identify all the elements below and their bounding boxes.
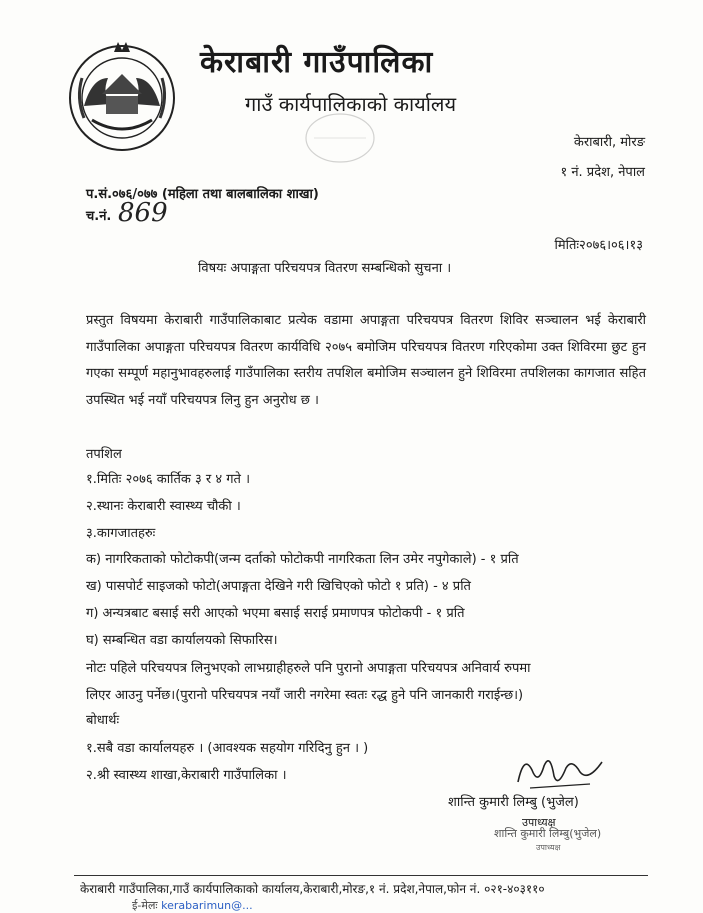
office-name: गाउँ कार्यपालिकाको कार्यालय <box>245 92 457 116</box>
org-name: केराबारी गाउँपालिका <box>200 45 434 80</box>
signer-title: उपाध्यक्ष <box>522 816 556 829</box>
footer-contact: केराबारी गाउँपालिका,गाउँ कार्यपालिकाको कार्यालय,केराबारी,मोरङ,१ नं. प्रदेश,नेपाल,फोन नं. ०२१-४०३११० <box>80 882 545 896</box>
doc-item: क) नागरिकताको फोटोकपी(जन्म दर्ताको फोटोकपी नागरिकता लिन उमेर नपुगेकाले) - १ प्रति <box>86 552 519 567</box>
dispatch-label: च.नं. <box>86 209 112 224</box>
note-line: लिएर आउनु पर्नेछ।(पुरानो परिचयपत्र नयाँ जारी नगरेमा स्वतः रद्ध हुने पनि जानकारी गराईन्छ।) <box>86 688 524 703</box>
footer-divider <box>74 875 648 876</box>
footer-email-label: ई-मेलः <box>132 899 158 912</box>
address-line2: १ नं. प्रदेश, नेपाल <box>560 165 645 180</box>
signer-name: शान्ति कुमारी लिम्बु (भुजेल) <box>448 795 579 810</box>
doc-item: ख) पासपोर्ट साइजको फोटो(अपाङ्गता देखिने गरी खिचिएको फोटो १ प्रति) - ४ प्रति <box>86 579 471 594</box>
letter-body: प्रस्तुत विषयमा केराबारी गाउँपालिकाबाट प्रत्येक वडामा अपाङ्गता परिचयपत्र वितरण शिविर सञ्चालन भई केराबारी गाउँपालिका अपाङ्गता परिचयपत्र वितरण कार्यविधि २०७५ बमोजिम परिचयपत्र वितरण गरिएकोमा उक्त शिविरमा छुट हुन गएका सम्पूर्ण महानुभावहरुलाई गाउँपालिका स्तरीय तपशिल बमोजिम सञ्चालन हुने शिविरमा तपशिलका कागजात सहित उपस्थित भई नयाँ परिचयपत्र लिनु हुन अनुरोध छ । <box>86 313 646 408</box>
dispatch-number: 869 <box>118 198 168 228</box>
details-date: १.मितिः २०७६ कार्तिक ३ र ४ गते । <box>86 472 251 487</box>
footer-email-link[interactable]: kerabarimun@... <box>161 899 253 912</box>
details-heading: तपशिल <box>86 447 122 462</box>
municipality-emblem-icon <box>62 38 182 156</box>
cc-item: १.सबै वडा कार्यालयहरु । (आवश्यक सहयोग गरिदिनु हुन । ) <box>86 741 369 756</box>
seal-title: उपाध्यक्ष <box>536 843 561 852</box>
note-line: नोटः पहिले परिचयपत्र लिनुभएको लाभग्राहीहरुले पनि पुरानो अपाङ्गता परिचयपत्र अनिवार्य रुपमा <box>86 661 531 676</box>
cc-heading: बोधार्थः <box>86 713 120 728</box>
footer-email-row <box>132 898 253 913</box>
seal-name: शान्ति कुमारी लिम्बु(भुजेल) <box>494 827 602 840</box>
details-venue: २.स्थानः केराबारी स्वास्थ्य चौकी । <box>86 499 241 514</box>
reference-number: प.सं.०७६/०७७ (महिला तथा बालबालिका शाखा) <box>86 187 319 202</box>
letter-subject: विषयः अपाङ्गता परिचयपत्र वितरण सम्बन्धिको सुचना । <box>198 261 452 276</box>
signature-icon <box>510 748 610 794</box>
doc-item: घ) सम्बन्धित वडा कार्यालयको सिफारिस। <box>86 633 278 648</box>
address-line1: केराबारी, मोरङ <box>573 135 645 150</box>
docs-heading: ३.कागजातहरुः <box>86 526 156 541</box>
received-stamp-icon <box>300 108 380 168</box>
letter-date: मितिः२०७६।०६।१३ <box>554 238 643 253</box>
doc-item: ग) अन्यत्रबाट बसाई सरी आएको भएमा बसाई सराई प्रमाणपत्र फोटोकपी - १ प्रति <box>86 606 465 621</box>
cc-item: २.श्री स्वास्थ्य शाखा,केराबारी गाउँपालिका । <box>86 768 287 783</box>
